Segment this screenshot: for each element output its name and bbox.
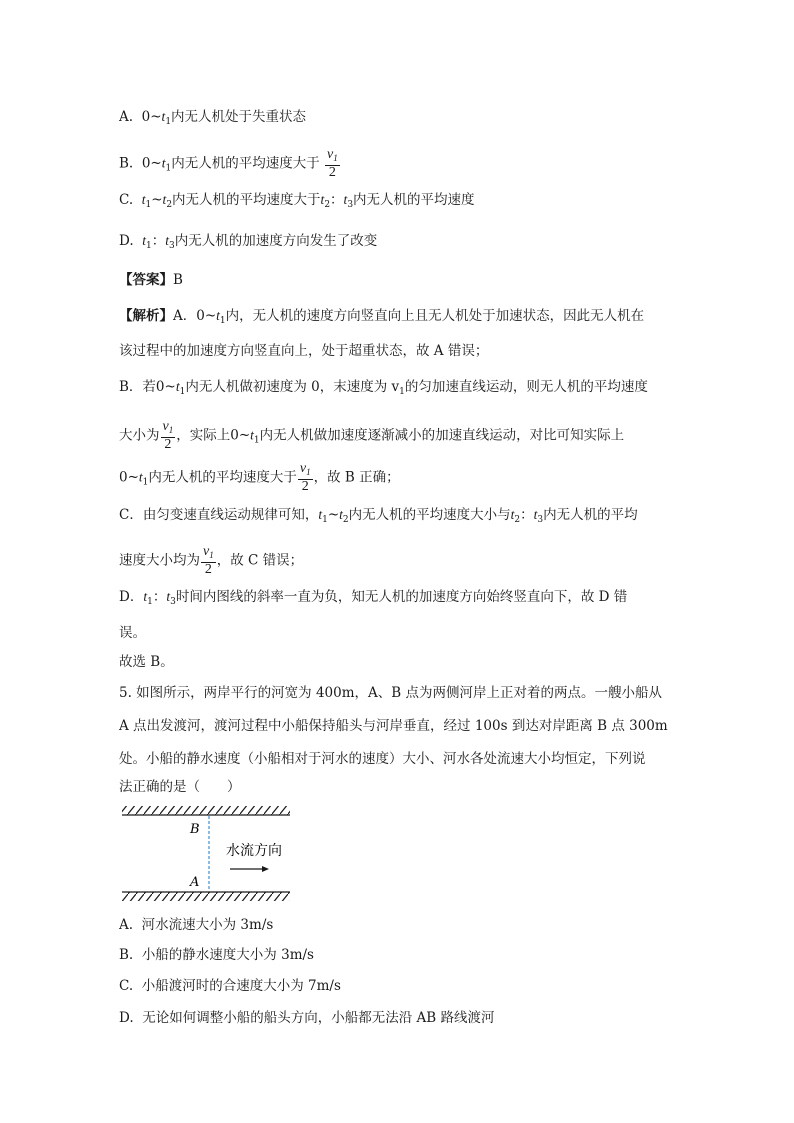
q5-line4: 法正确的是（ ） bbox=[119, 779, 241, 795]
option-text: 内无人机的平均速度大于 bbox=[171, 155, 320, 172]
option-c: C. $t_1\sim t_2$内无人机的平均速度大于$t_2$：$t_3$内无人机的平均速度 bbox=[119, 192, 475, 210]
label-b: B bbox=[190, 822, 200, 837]
analysis-c-line2: 速度大小均为 $\frac{v_1}{2}$ ，故 C 错误； bbox=[119, 544, 304, 577]
analysis-a-line2: 该过程中的加速度方向竖直向上，处于超重状态，故 A 错误； bbox=[119, 343, 489, 359]
analysis-tag: 【解析】 bbox=[119, 308, 173, 324]
analysis-d-line1: D．$t_1$：$t_3$时间内图线的斜率一直为负，知无人机的加速度方向始终竖直向下，故 D 错 bbox=[119, 589, 628, 607]
option-b: B. $0\sim t_1$内无人机的平均速度大于 $\frac{v_1}{2}$ bbox=[119, 147, 338, 180]
q5-option-c: C. 小船渡河时的合速度大小为 7m/s bbox=[119, 978, 341, 994]
fraction-v1-over-2: $\frac{v_1}{2}$ bbox=[299, 461, 311, 494]
top-bank bbox=[122, 806, 290, 815]
option-label: C. bbox=[119, 192, 134, 208]
analysis-b-line1: B．若$0\sim t_1$内无人机做初速度为 0，末速度为 $v_1$的匀加速直线运动，则无人机的平均速度 bbox=[119, 379, 648, 397]
option-a: A. $0\sim t_1$内无人机处于失重状态 bbox=[119, 109, 307, 127]
fraction-v1-over-2: $\frac{v_1}{2}$ bbox=[162, 419, 174, 452]
analysis-d-line2: 误。 bbox=[119, 625, 146, 641]
q5-option-a: A. 河水流速大小为 3m/s bbox=[119, 917, 274, 933]
flow-arrow-icon bbox=[230, 866, 269, 872]
q5-line2: A 点出发渡河，渡河过程中小船保持船头与河岸垂直，经过 100s 到达对岸距离 B 点 300m bbox=[119, 718, 668, 734]
q5-option-d: D. 无论如何调整小船的船头方向，小船都无法沿 AB 路线渡河 bbox=[119, 1010, 495, 1026]
answer-tag: 【答案】 bbox=[119, 272, 173, 288]
label-a: A bbox=[190, 875, 200, 890]
q5-line1: 5. 如图所示，两岸平行的河宽为 400m，A、B 点为两侧河岸上正对着的两点。一艘小船从 bbox=[119, 685, 662, 701]
analysis-a-line1: 【解析】A．$0\sim t_1$内，无人机的速度方向竖直向上且无人机处于加速状态，因此无人机在 bbox=[119, 308, 645, 326]
option-label: D. bbox=[119, 233, 134, 249]
fraction-v1-over-2: $\frac{v_1}{2}$ bbox=[203, 544, 214, 577]
q5-option-b: B. 小船的静水速度大小为 3m/s bbox=[119, 947, 314, 963]
answer-value: B bbox=[173, 272, 183, 288]
conclusion-line: 故选 B。 bbox=[119, 654, 174, 670]
analysis-b-line2: 大小为 $\frac{v_1}{2}$ ，实际上$0\sim t_1$内无人机做加速度逐渐减小的加速直线运动，对比可知实际上 bbox=[119, 419, 625, 452]
analysis-c-line1: C．由匀变速直线运动规律可知，$t_1\sim t_2$内无人机的平均速度大小与$t_2$：$t_3$内无人机的平均 bbox=[119, 507, 638, 525]
analysis-b-line3: $0\sim t_1$内无人机的平均速度大于 $\frac{v_1}{2}$ ，故 B 正确； bbox=[119, 461, 400, 494]
answer-line bbox=[119, 270, 183, 290]
fraction-v1-over-2: $\frac{v_1}{2}$ bbox=[327, 147, 338, 180]
option-d: D. $t_1$：$t_3$内无人机的加速度方向发生了改变 bbox=[119, 233, 378, 251]
q5-line3: 处。小船的静水速度（小船相对于河水的速度）大小、河水各处流速大小均恒定，下列说 bbox=[119, 751, 646, 767]
river-figure bbox=[120, 804, 295, 904]
option-label: B. bbox=[119, 155, 134, 172]
option-text: 内无人机处于失重状态 bbox=[171, 109, 307, 125]
bottom-bank bbox=[122, 892, 290, 901]
option-label: A. bbox=[119, 109, 134, 125]
flow-direction-label: 水流方向 bbox=[226, 843, 282, 859]
